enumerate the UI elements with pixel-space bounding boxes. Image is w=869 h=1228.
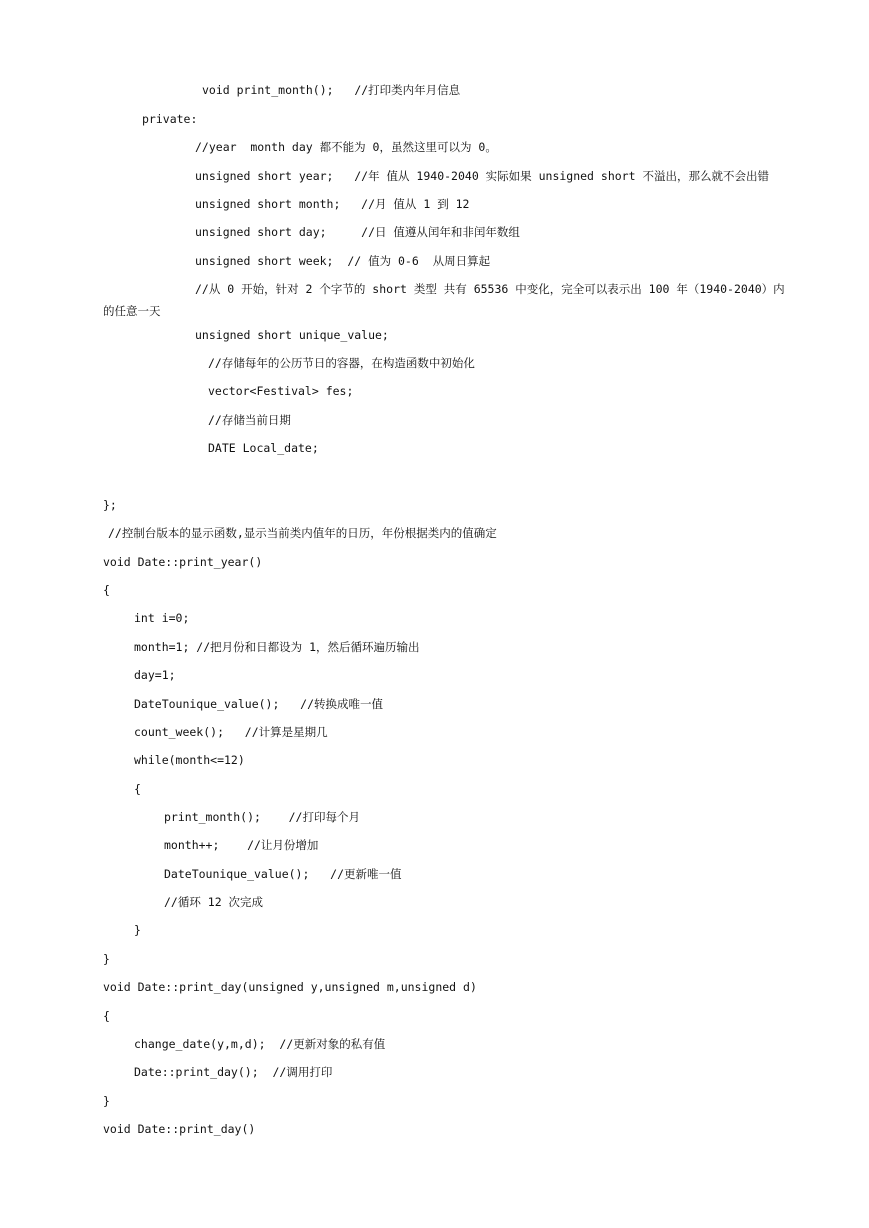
code-line: {: [134, 782, 141, 796]
code-comment-wrapped: //从 0 开始，针对 2 个字节的 short 类型 共有 65536 中变化，完全可以表示出 100 年（1940-2040）内的任意一天: [103, 282, 785, 318]
code-line: //存储当前日期: [208, 413, 291, 427]
code-line: unsigned short week; // 值为 0-6 从周日算起: [195, 254, 491, 268]
code-line: Date::print_day(); //调用打印: [134, 1065, 333, 1079]
code-line: unsigned short month; //月 值从 1 到 12: [195, 197, 470, 211]
code-line: }: [103, 952, 110, 966]
code-line: while(month<=12): [134, 753, 245, 767]
code-line: }: [134, 923, 141, 937]
code-line: };: [103, 498, 117, 512]
code-line: void Date::print_day(unsigned y,unsigned m,unsigned d): [103, 980, 477, 994]
code-line: change_date(y,m,d); //更新对象的私有值: [134, 1037, 386, 1051]
code-line: print_month(); //打印每个月: [164, 810, 360, 824]
code-line: unsigned short unique_value;: [195, 328, 389, 342]
code-line: vector<Festival> fes;: [208, 384, 354, 398]
code-line: DateTounique_value(); //更新唯一值: [164, 867, 402, 881]
code-line: day=1;: [134, 668, 176, 682]
code-line: private:: [142, 112, 198, 126]
code-line: void Date::print_day(): [103, 1122, 256, 1136]
code-line: int i=0;: [134, 611, 190, 625]
code-line: DateTounique_value(); //转换成唯一值: [134, 697, 384, 711]
code-line: }: [103, 1094, 110, 1108]
code-line: unsigned short day; //日 值遵从闰年和非闰年数组: [195, 225, 520, 239]
code-line: month=1; //把月份和日都设为 1，然后循环遍历输出: [134, 640, 420, 654]
code-line: //循环 12 次完成: [164, 895, 264, 909]
code-line: unsigned short year; //年 值从 1940-2040 实际如果 unsigned short 不溢出，那么就不会出错: [195, 169, 769, 183]
code-line: //存储每年的公历节日的容器，在构造函数中初始化: [208, 356, 475, 370]
code-line: month++; //让月份增加: [164, 838, 319, 852]
code-line: //控制台版本的显示函数,显示当前类内值年的日历，年份根据类内的值确定: [108, 526, 497, 540]
code-line: DATE Local_date;: [208, 441, 319, 455]
code-line: {: [103, 583, 110, 597]
code-line: void print_month(); //打印类内年月信息: [202, 83, 461, 97]
code-line: {: [103, 1009, 110, 1023]
code-line: void Date::print_year(): [103, 555, 263, 569]
code-line: //year month day 都不能为 0，虽然这里可以为 0。: [195, 140, 497, 154]
code-line: count_week(); //计算是星期几: [134, 725, 328, 739]
